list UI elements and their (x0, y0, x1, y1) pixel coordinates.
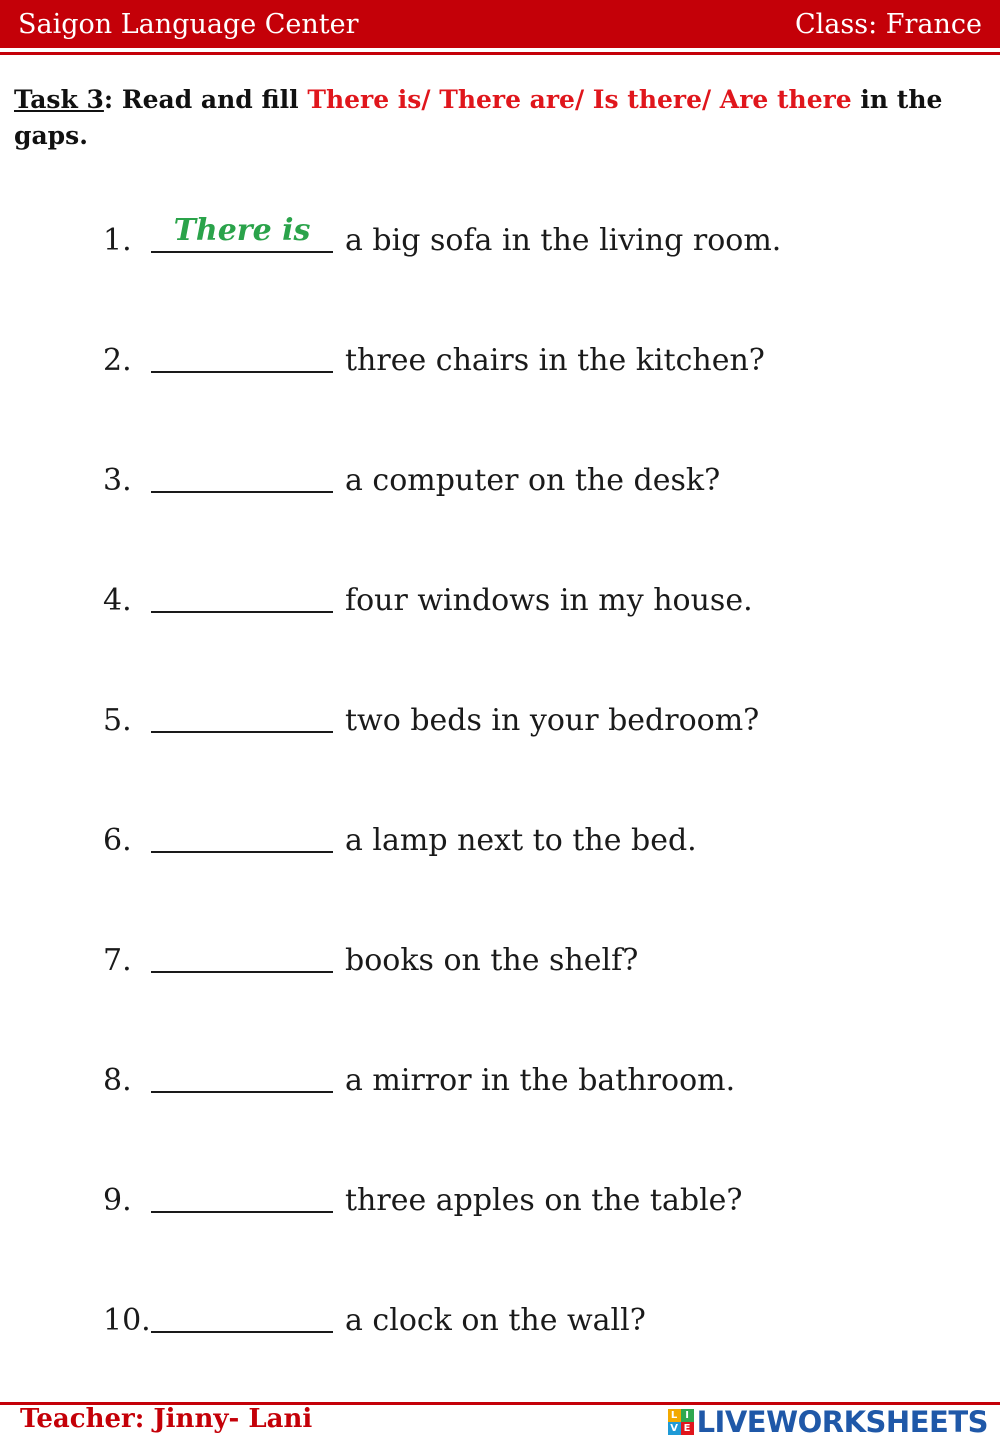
task-intro: : Read and fill (103, 85, 308, 114)
question-item (103, 939, 638, 983)
question-number: 7. (103, 943, 132, 978)
answer-blank[interactable] (151, 1301, 333, 1333)
task-label: Task 3 (14, 85, 104, 114)
task-outro: in the gaps. (14, 85, 943, 150)
logo-letter: I (681, 1409, 694, 1422)
teacher-name: Teacher: Jinny- Lani (20, 1404, 313, 1434)
question-text: a big sofa in the living room. (345, 223, 782, 258)
answer-blank[interactable] (151, 1181, 333, 1213)
task-options: There is/ There are/ Is there/ Are there (307, 85, 852, 114)
question-text: four windows in my house. (345, 583, 753, 618)
question-item (103, 1179, 743, 1223)
answer-blank[interactable] (151, 941, 333, 973)
question-number: 2. (103, 343, 132, 378)
question-item (103, 213, 782, 263)
question-number: 1. (103, 223, 132, 258)
question-text: three apples on the table? (345, 1183, 743, 1218)
answer-blank[interactable] (151, 701, 333, 733)
question-item (103, 1299, 646, 1343)
logo-letter: L (668, 1409, 681, 1422)
question-item (103, 699, 759, 743)
answer-blank[interactable] (151, 341, 333, 373)
school-name: Saigon Language Center (18, 9, 359, 40)
question-number: 10. (103, 1303, 151, 1338)
question-number: 3. (103, 463, 132, 498)
logo-letter: E (681, 1422, 694, 1435)
logo-letter: V (668, 1422, 681, 1435)
question-item (103, 339, 765, 383)
question-text: a computer on the desk? (345, 463, 721, 498)
question-number: 9. (103, 1183, 132, 1218)
answer-blank[interactable] (151, 1061, 333, 1093)
task-instructions (14, 82, 989, 154)
question-text: two beds in your bedroom? (345, 703, 760, 738)
question-number: 4. (103, 583, 132, 618)
question-item (103, 819, 697, 863)
question-text: books on the shelf? (345, 943, 639, 978)
answer-text: There is (173, 213, 311, 248)
header-bar (0, 0, 1000, 48)
liveworksheets-brand[interactable] (668, 1404, 988, 1440)
question-text: a lamp next to the bed. (345, 823, 697, 858)
answer-blank[interactable] (151, 581, 333, 613)
question-number: 6. (103, 823, 132, 858)
question-item (103, 579, 753, 623)
answer-blank[interactable] (151, 213, 333, 253)
question-number: 5. (103, 703, 132, 738)
question-number: 8. (103, 1063, 132, 1098)
question-item (103, 459, 720, 503)
question-item (103, 1059, 735, 1103)
question-text: a clock on the wall? (345, 1303, 646, 1338)
question-text: three chairs in the kitchen? (345, 343, 765, 378)
class-label: Class: France (794, 9, 982, 40)
liveworksheets-logo-icon (668, 1409, 694, 1435)
answer-blank[interactable] (151, 461, 333, 493)
brand-wordmark: LIVEWORKSHEETS (696, 1405, 988, 1439)
answer-blank[interactable] (151, 821, 333, 853)
header-divider (0, 52, 1000, 55)
question-text: a mirror in the bathroom. (345, 1063, 736, 1098)
